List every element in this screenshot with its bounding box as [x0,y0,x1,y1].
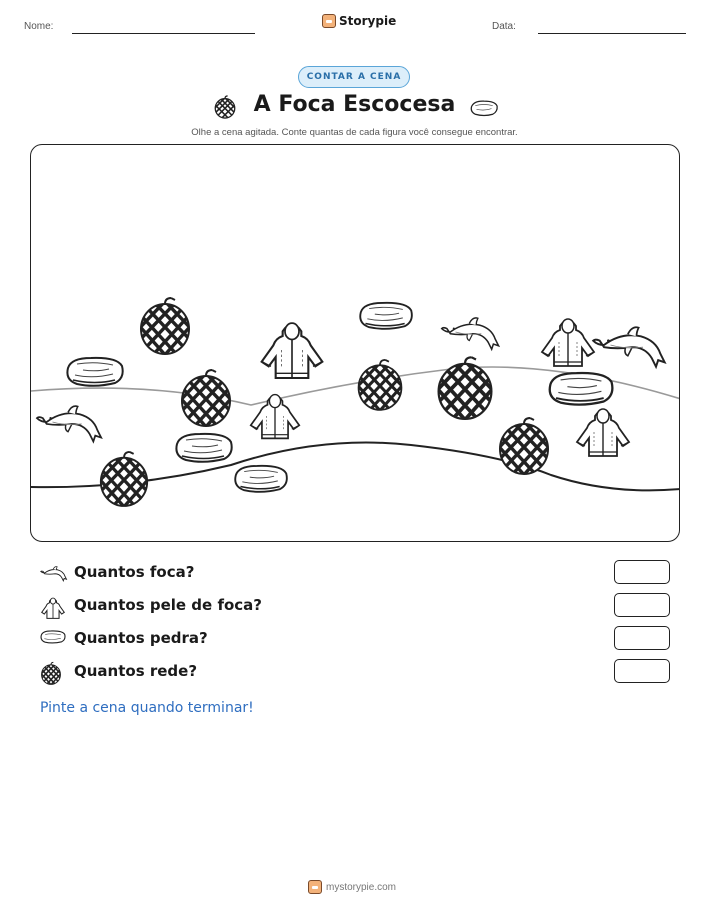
seal-parka-icon [40,595,66,621]
net-drawing[interactable] [97,449,151,507]
stone-drawing[interactable] [358,300,414,332]
dolphin-drawing[interactable] [591,313,669,377]
question-row [40,593,670,619]
seal-parka-drawing[interactable] [247,389,303,443]
brand-name: Storypie [339,14,397,28]
name-label: Nome: [24,21,54,32]
date-line[interactable] [538,33,686,34]
counting-scene[interactable] [30,144,680,542]
seal-parka-drawing[interactable] [538,313,598,371]
stone-icon [40,628,66,646]
net-drawing[interactable] [496,415,552,475]
seal-parka-drawing[interactable] [573,403,633,461]
activity-badge: CONTAR A CENA [298,66,410,88]
instructions: Olhe a cena agitada. Conte quantas de cada figura você consegue encontrar. [191,127,518,138]
question-label: Quantos foca? [74,563,195,581]
question-row [40,659,670,685]
net-drawing[interactable] [178,367,234,427]
date-label: Data: [492,21,516,32]
dolphin-drawing[interactable] [35,391,105,453]
answer-box[interactable] [614,626,670,650]
storypie-logo-icon [308,880,322,894]
answer-box[interactable] [614,593,670,617]
question-row [40,560,670,586]
question-row [40,626,670,652]
stone-icon [469,98,499,118]
net-drawing[interactable] [137,295,193,355]
page-title: A Foca Escocesa [253,92,456,117]
finish-note: Pinte a cena quando terminar! [40,700,254,716]
net-icon [40,661,62,685]
stone-drawing[interactable] [233,463,289,495]
net-drawing[interactable] [355,357,405,411]
answer-box[interactable] [614,659,670,683]
net-drawing[interactable] [434,354,496,420]
question-label: Quantos pele de foca? [74,596,262,614]
brand-logo [322,14,396,28]
footer [308,880,396,894]
stone-drawing[interactable] [173,431,235,465]
stone-drawing[interactable] [65,355,125,389]
storypie-logo-icon [322,14,336,28]
question-label: Quantos pedra? [74,629,208,647]
question-label: Quantos rede? [74,662,198,680]
answer-box[interactable] [614,560,670,584]
footer-url[interactable]: mystorypie.com [326,881,397,893]
dolphin-icon [40,562,68,584]
seal-parka-drawing[interactable] [257,317,327,383]
dolphin-drawing[interactable] [440,305,502,359]
name-line[interactable] [72,33,255,34]
